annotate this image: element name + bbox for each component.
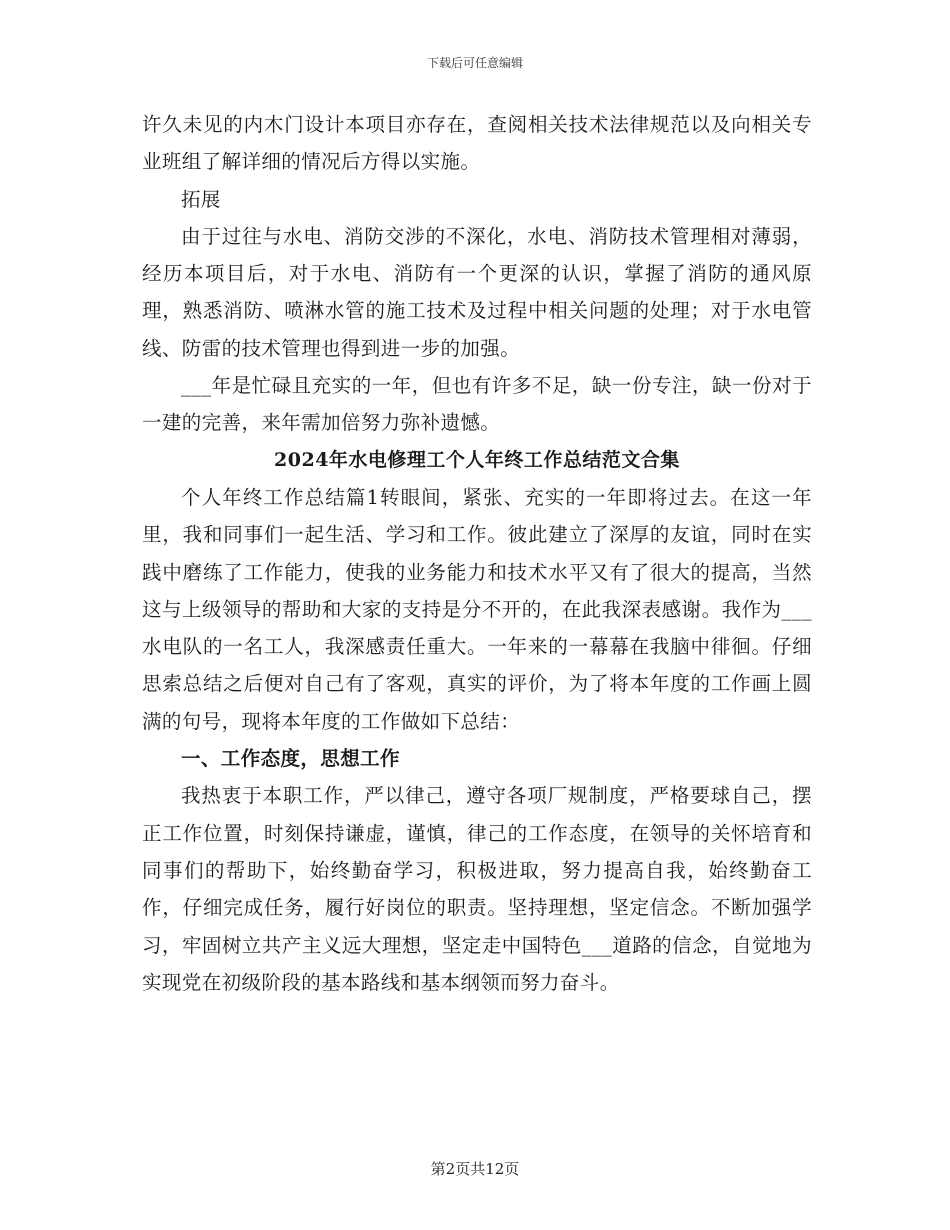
paragraph-extension-body: 由于过往与水电、消防交涉的不深化，水电、消防技术管理相对薄弱，经历本项目后，对于水电、消防有一个更深的认识，掌握了消防的通风原理，熟悉消防、喷淋水管的施工技术及过程中相关问题的处理；对于水电管线、防雷的技术管理也得到进一步的加强。 [142,224,812,360]
section-heading-attitude: 一、工作态度，思想工作 [181,747,400,771]
page-number: 第2页共12页 [430,1160,520,1178]
document-title: 2024年水电修理工个人年终工作总结范文合集 [274,448,680,471]
page-header-note: 下载后可任意编辑 [426,56,523,70]
paragraph-attitude-body: 我热衷于本职工作，严以律己，遵守各项厂规制度，严格要球自己，摆正工作位置，时刻保持谦虚，谨慎，律己的工作态度，在领导的关怀培育和同事们的帮助下，始终勤奋学习，积极进取，努力提高自我，始终勤奋工作，仔细完成任务，履行好岗位的职责。坚持理想，坚定信念。不断加强学习，牢固树立共产主义远大理想，坚定走中国特色___道路的信念，自觉地为实现党在初级阶段的基本路线和基本纲领而努力奋斗。 [142,784,812,994]
paragraph-year-summary: ___年是忙碌且充实的一年，但也有许多不足，缺一份专注，缺一份对于一建的完善，来年需加倍努力弥补遗憾。 [142,374,812,435]
paragraph-intro: 个人年终工作总结篇1转眼间，紧张、充实的一年即将过去。在这一年里，我和同事们一起生活、学习和工作。彼此建立了深厚的友谊，同时在实践中磨练了工作能力，使我的业务能力和技术水平又有了很大的提高，当然这与上级领导的帮助和大家的支持是分不开的，在此我深表感谢。我作为___水电队的一名工人，我深感责任重大。一年来的一幕幕在我脑中徘徊。仔细思索总结之后便对自己有了客观，真实的评价，为了将本年度的工作画上圆满的句号，现将本年度的工作做如下总结： [142,485,812,733]
document-body [142,106,812,1001]
paragraph-subheading-extension: 拓展 [181,187,221,211]
paragraph-continued: 许久未见的内木门设计本项目亦存在，查阅相关技术法律规范以及向相关专业班组了解详细的情况后方得以实施。 [142,113,812,174]
